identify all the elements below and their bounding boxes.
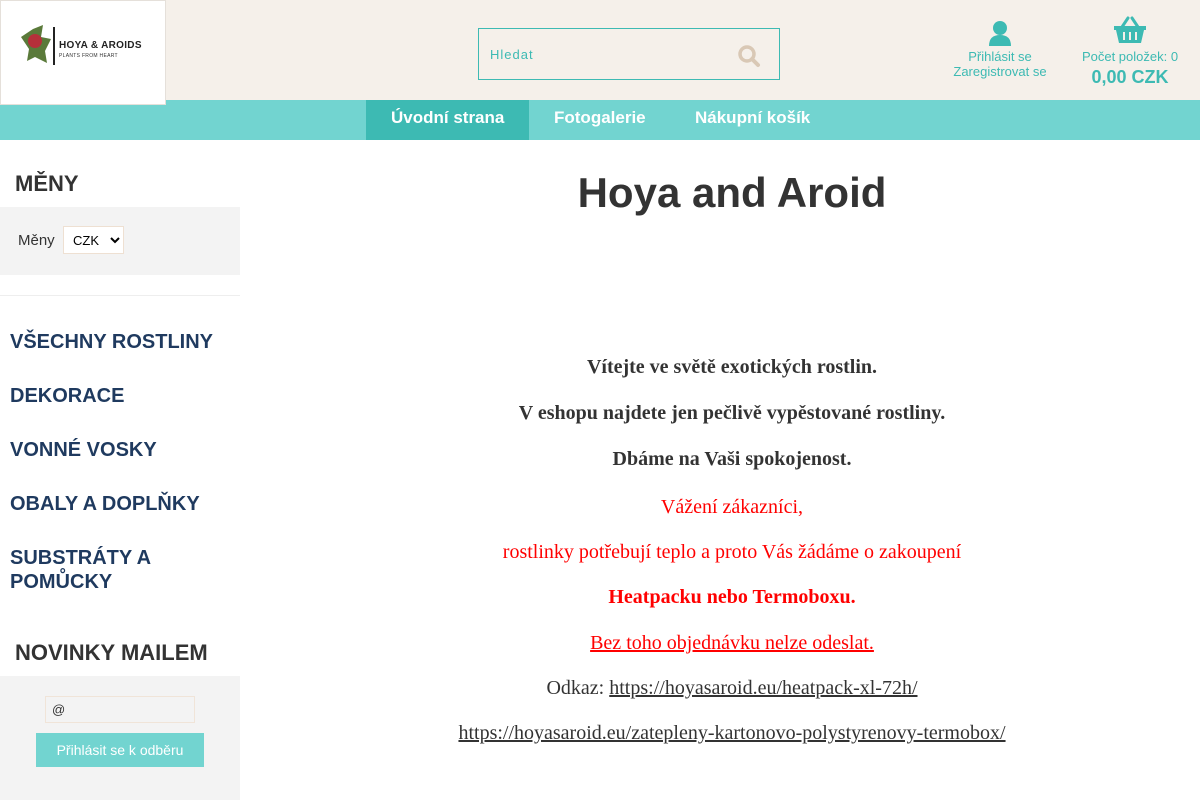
- logo-tagline: PLANTS FROM HEART: [59, 53, 118, 59]
- cart-summary[interactable]: [1078, 16, 1182, 88]
- logo-title: HOYA & AROIDS: [59, 40, 142, 51]
- currency-box: [0, 207, 240, 275]
- nav-gallery[interactable]: Fotogalerie: [554, 108, 646, 127]
- newsletter-heading: NOVINKY MAILEM: [15, 640, 208, 665]
- page-title: Hoya and Aroid: [577, 169, 887, 216]
- currency-label: Měny: [18, 232, 55, 249]
- newsletter-box: [0, 676, 240, 800]
- termobox-line: [264, 722, 1200, 745]
- newsletter-email-input[interactable]: [45, 696, 195, 723]
- search-box: [478, 28, 780, 80]
- logo[interactable]: [0, 0, 166, 105]
- link-line: [264, 677, 1200, 700]
- divider: [0, 295, 240, 296]
- search-input[interactable]: [490, 47, 720, 62]
- category-substrates-tools[interactable]: SUBSTRÁTY A POMŮCKY: [10, 547, 151, 593]
- eshop-line: V eshopu najdete jen pečlivě vypěstované rostliny.: [518, 402, 946, 424]
- plant-logo-icon: [17, 23, 57, 67]
- main-nav: [0, 100, 1200, 140]
- heatpack-link[interactable]: https://hoyasaroid.eu/heatpack-xl-72h/: [609, 677, 918, 699]
- cart-total: 0,00 CZK: [1091, 67, 1169, 87]
- currency-heading: MĚNY: [15, 171, 79, 196]
- register-link[interactable]: Zaregistrovat se: [953, 64, 1047, 79]
- basket-icon[interactable]: [1113, 16, 1147, 44]
- termobox-link[interactable]: https://hoyasaroid.eu/zatepleny-kartonovo-polystyrenovy-termobox/: [458, 722, 1006, 744]
- category-scented-waxes[interactable]: VONNÉ VOSKY: [10, 439, 157, 461]
- nav-home[interactable]: Úvodní strana: [366, 100, 529, 140]
- login-link[interactable]: Přihlásit se: [968, 49, 1032, 64]
- nav-cart[interactable]: Nákupní košík: [695, 108, 811, 127]
- satisfaction-line: Dbáme na Vaši spokojenost.: [612, 448, 852, 470]
- welcome-line: Vítejte ve světě exotických rostlin.: [586, 356, 878, 378]
- header: [0, 0, 1200, 100]
- heat-notice: rostlinky potřebují teplo a proto Vás žádáme o zakoupení: [502, 541, 962, 563]
- subscribe-button[interactable]: Přihlásit se k odběru: [36, 733, 204, 767]
- customers-greeting: Vážení zákazníci,: [660, 496, 804, 518]
- category-pots-accessories[interactable]: OBALY A DOPLŇKY: [10, 493, 200, 515]
- order-warning: Bez toho objednávku nelze odeslat.: [590, 632, 874, 654]
- search-icon[interactable]: [737, 44, 761, 68]
- user-icon[interactable]: [988, 20, 1012, 46]
- category-all-plants[interactable]: VŠECHNY ROSTLINY: [10, 331, 213, 353]
- heatpack-notice: Heatpacku nebo Termoboxu.: [608, 586, 856, 608]
- currency-select[interactable]: [63, 226, 124, 254]
- account-links: [950, 20, 1050, 79]
- link-prefix: Odkaz:: [546, 677, 610, 699]
- category-decorations[interactable]: DEKORACE: [10, 385, 125, 407]
- cart-count: Počet položek: 0: [1081, 49, 1179, 64]
